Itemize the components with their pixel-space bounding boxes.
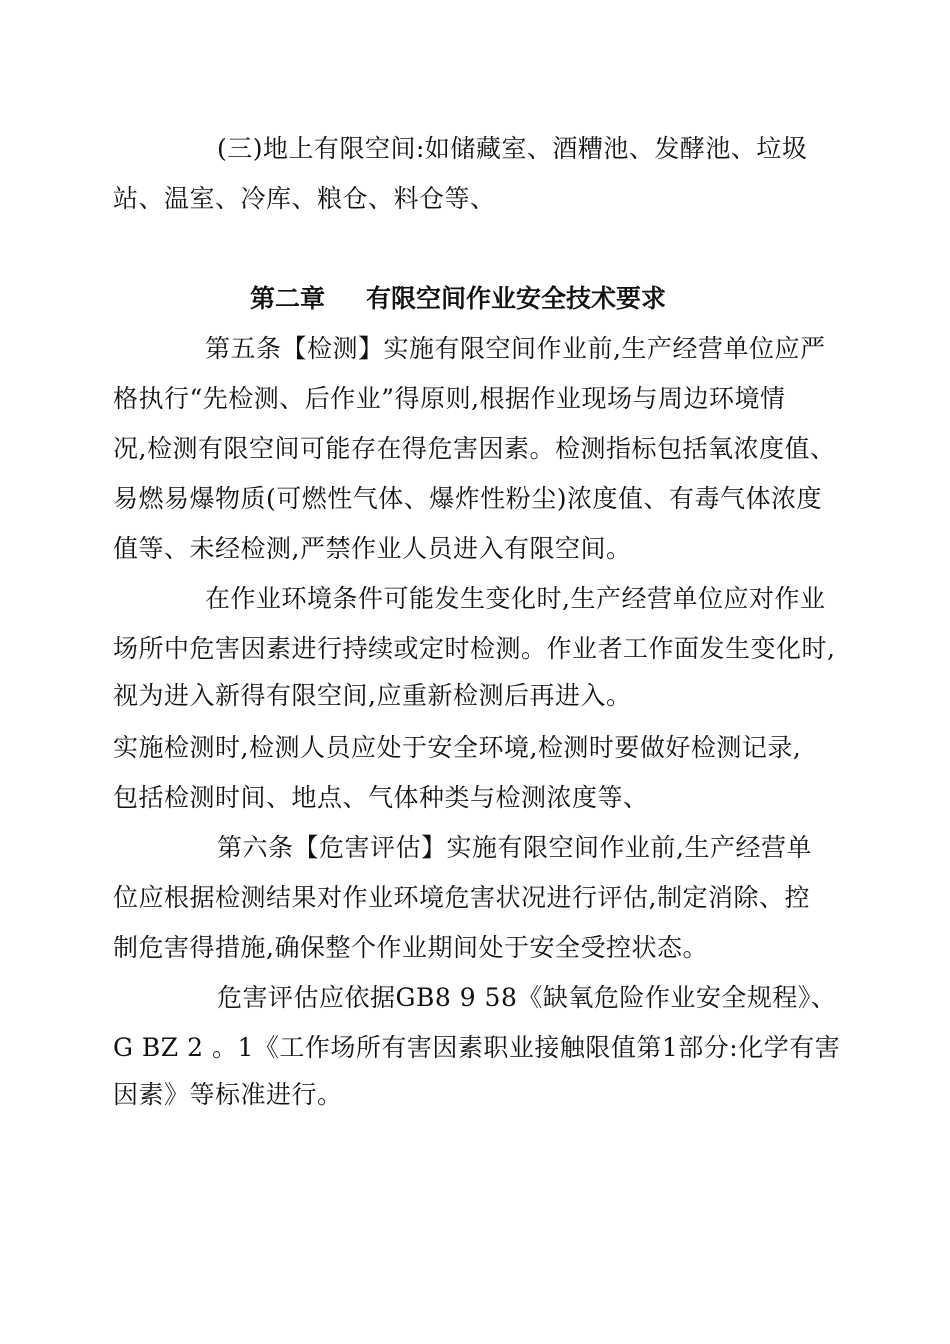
paragraph-line: 场所中危害因素进行持续或定时检测。作业者工作面发生变化时, <box>113 634 836 663</box>
paragraph-line: 第六条【危害评估】实施有限空间作业前,生产经营单 <box>217 833 812 862</box>
paragraph-line: 况,检测有限空间可能存在得危害因素。检测指标包括氧浓度值、 <box>113 434 836 463</box>
paragraph-line: 制危害得措施,确保整个作业期间处于安全受控状态。 <box>113 933 708 962</box>
paragraph-line: 易燃易爆物质(可燃性气体、爆炸性粉尘)浓度值、有毒气体浓度 <box>113 484 823 513</box>
paragraph-line: 危害评估应依据GB8 9 58《缺氧危险作业安全规程》、 <box>217 983 837 1012</box>
paragraph-line: 在作业环境条件可能发生变化时,生产经营单位应对作业 <box>205 584 826 613</box>
paragraph-line: 格执行“先检测、后作业”得原则,根据作业现场与周边环境情 <box>113 384 786 413</box>
paragraph-line: 值等、未经检测,严禁作业人员进入有限空间。 <box>113 534 632 563</box>
paragraph-line: 因素》等标准进行。 <box>113 1080 343 1109</box>
paragraph-line: 站、温室、冷库、粮仓、料仓等、 <box>113 184 496 213</box>
chapter-number: 第二章 <box>250 284 326 313</box>
paragraph-line: (三)地上有限空间:如储藏室、酒糟池、发酵池、垃圾 <box>217 134 808 163</box>
paragraph-line: 实施检测时,检测人员应处于安全环境,检测时要做好检测记录, <box>113 733 802 762</box>
paragraph-line: 视为进入新得有限空间,应重新检测后再进入。 <box>113 681 632 710</box>
chapter-title: 有限空间作业安全技术要求 <box>366 284 667 313</box>
paragraph-line: G BZ 2 。1《工作场所有害因素职业接触限值第1部分:化学有害 <box>113 1033 841 1062</box>
paragraph-line: 第五条【检测】实施有限空间作业前,生产经营单位应严 <box>205 334 826 363</box>
paragraph-line: 位应根据检测结果对作业环境危害状况进行评估,制定消除、控 <box>113 883 810 912</box>
paragraph-line: 包括检测时间、地点、气体种类与检测浓度等、 <box>113 783 649 812</box>
